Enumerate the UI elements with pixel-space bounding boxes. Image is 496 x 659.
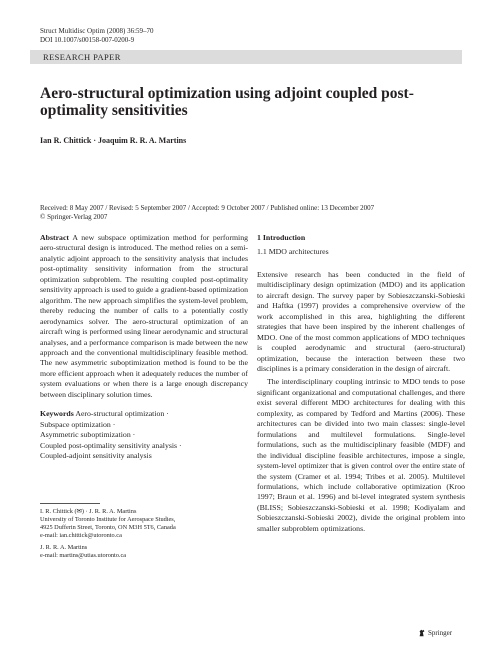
affiliation-line: University of Toronto Institute for Aerospace Studies, <box>40 516 176 523</box>
doi: DOI 10.1007/s00158-007-0200-9 <box>40 36 135 44</box>
intro-paragraph-1: Extensive research has been conducted in the field of multidisciplinary design optimization (MDO) and its application to aircraft design. The survey paper by Sobieszczanski-Sobieski and Haftka (1997) provides a comprehensive overview of the work accomplished in this area, highlighting the different strategies that have been inspired by the inherent challenges of MDO. One of the most common applications of MDO techniques is coupled aerodynamic and structural (aero-structural) optimization, because the interaction between these two disciplines is a primary consideration in the design of aircraft. <box>257 269 465 373</box>
subsection-heading: 1.1 MDO architectures <box>257 247 329 257</box>
received-line: Received: 8 May 2007 / Revised: 5 September 2007 / Accepted: 9 October 2007 / Published online: 13 December 2007 <box>40 204 375 212</box>
copyright: © Springer-Verlag 2007 <box>40 213 108 221</box>
affiliation-line: J. R. R. A. Martins <box>40 544 88 551</box>
left-column <box>40 233 248 462</box>
publisher-mark <box>418 629 452 637</box>
received-dates <box>40 204 460 222</box>
keyword-item: Subspace optimization · <box>40 419 116 429</box>
journal-citation: Struct Multidisc Optim (2008) 36:59–70 <box>40 27 154 35</box>
category-label: RESEARCH PAPER <box>43 52 121 62</box>
section-heading: 1 Introduction <box>257 233 306 242</box>
keywords-label: Keywords <box>40 409 74 419</box>
authors: Ian R. Chittick · Joaquim R. R. A. Martins <box>40 136 187 145</box>
abstract <box>40 233 248 400</box>
keyword-item: Aero-structural optimization · <box>75 409 169 419</box>
affiliation-email[interactable]: e-mail: ian.chittick@utoronto.ca <box>40 532 122 539</box>
abstract-label: Abstract <box>40 233 70 242</box>
right-column <box>257 233 465 534</box>
abstract-text: A new subspace optimization method for performing aero-structural design is introduced. The method relies on a semi-analytic adjoint approach to the sensitivity analysis that includes post-optimality sensitivity information from the structural optimization subproblem. The resulting coupled post-optimality sensitivity approach is used to guide a gradient-based optimization algorithm. The new approach simplifies the system-level problem, thereby reducing the number of calls to a potentially costly aerodynamics solver. The aero-structural optimization of an aircraft wing is performed using linear aerodynamic and structural analyses, and a performance comparison is made between the new approach and the conventional multidisciplinary feasible method. The new asymmetric suboptimization method is found to be the more efficient approach when it adequately reduces the number of system evaluations or when there is a large enough discrepancy between disciplinary solution times. <box>40 233 248 399</box>
affiliation-2 <box>40 544 250 560</box>
keyword-item: Asymmetric suboptimization · <box>40 430 136 440</box>
category-band <box>30 50 462 64</box>
affiliation-line: 4925 Dufferin Street, Toronto, ON M3H 5T6, Canada <box>40 524 176 531</box>
keyword-item: Coupled-adjoint sensitivity analysis <box>40 451 152 461</box>
journal-header <box>40 27 154 45</box>
keyword-item: Coupled post-optimality sensitivity analysis · <box>40 440 182 450</box>
intro-paragraph-2: The interdisciplinary coupling intrinsic to MDO tends to pose significant organizational and computational challenges, and there exist several different MDO architectures for dealing with this complexity, as compared by Tedford and Martins (2006). These architectures can be divided into two main classes: single-level formulations and multilevel formulations. Single-level formulations, such as the multidisciplinary feasible (MDF) and the individual discipline feasible architectures, impose a single, system-level optimizer that is given control over the entire state of the system (Cramer et al. 1994; Tribes et al. 2005). Multilevel formulations, which include collaborative optimization (Kroo 1997; Braun et al. 1996) and bi-level integrated system synthesis (BLISS; Sobieszczanski-Sobieski et al. 1998; Kodiyalam and Sobieszczanski-Sobieski 2002), divide the original problem into smaller subproblem optimizations. <box>257 377 465 533</box>
affiliation-line: I. R. Chittick (✉) · J. R. R. A. Martins <box>40 508 137 515</box>
affiliation-email[interactable]: e-mail: martins@utias.utoronto.ca <box>40 552 127 559</box>
springer-horse-icon <box>418 629 426 637</box>
keywords <box>40 409 248 461</box>
paper-title: Aero-structural optimization using adjoint coupled post-optimality sensitivities <box>40 85 414 119</box>
footnote-rule <box>40 503 100 504</box>
publisher-name: Springer <box>428 629 453 637</box>
affiliation-1 <box>40 508 250 540</box>
